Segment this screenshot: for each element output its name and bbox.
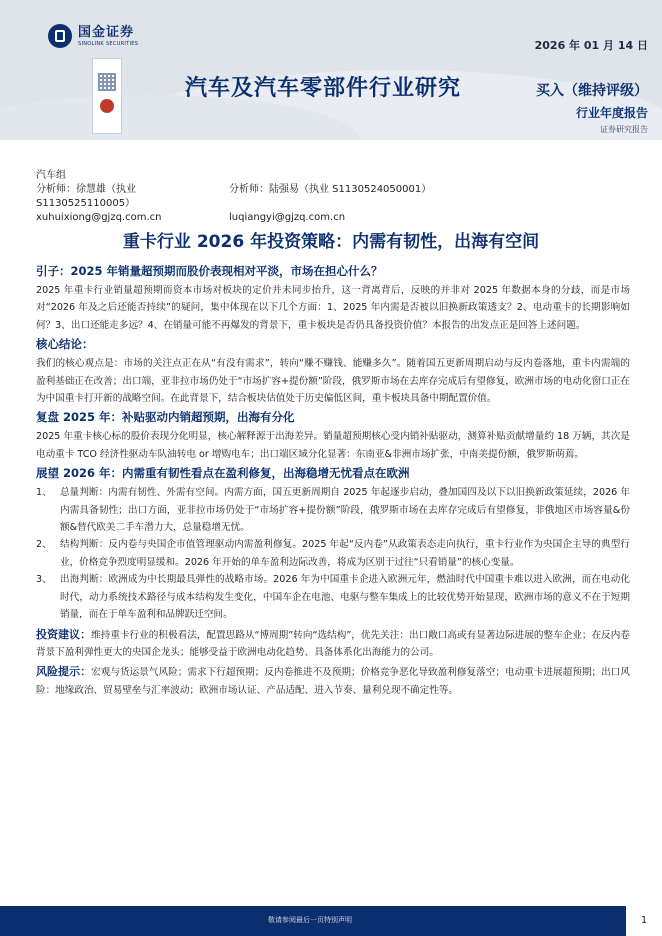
logo-mark-icon <box>48 24 72 48</box>
report-subtype: 证券研究报告 <box>600 125 648 134</box>
report-date: 2026 年 01 月 14 日 <box>534 39 648 52</box>
analyst-1-name: 分析师：徐慧雄（执业 S1130525110005） <box>36 184 136 209</box>
analyst-group: 汽车组 <box>36 170 66 181</box>
risk-warning-text: 宏观与货运景气风险；需求下行超预期；反内卷推进不及预期；价格竞争恶化导致盈利修复落空；电动重卡进展超预期；出口风险：地缘政治、贸易壁垒与汇率波动；欧洲市场认证、产品适配、进入节奏、量利兑现不确定性等。 <box>36 667 631 696</box>
report-type: 行业年度报告 <box>575 106 648 120</box>
rating-badge: 买入（维持评级） <box>536 83 648 99</box>
analyst-1-email[interactable]: xuhuixiong@gjzq.com.cn <box>36 212 162 223</box>
report-header <box>0 0 662 140</box>
section-heading-intro: 引子：2025 年销量超预期而股价表现相对平淡，市场在担心什么？ <box>36 264 383 278</box>
section-heading-review: 复盘 2025 年：补贴驱动内销超预期，出海有分化 <box>36 410 295 425</box>
risk-warning-label: 风险提示： <box>36 665 92 679</box>
list-item-text: 结构判断：反内卷与央国企市值管理驱动内需盈利修复。2025 年起“反内卷”从政策表态走向执行，重卡行业作为央国企主导的典型行业，价格竞争烈度明显缓和。2026 年开始的单车盈利边际改善，将成为区别于过往“只看销量”的核心变量。 <box>60 539 630 568</box>
investment-advice <box>36 626 630 662</box>
report-body <box>36 263 630 701</box>
list-item <box>36 484 630 536</box>
analyst-2-name: 分析师：陆强易（执业 S1130524050001） <box>229 184 432 195</box>
qr-code-icon <box>92 58 122 134</box>
analyst-info <box>36 169 431 225</box>
list-item-text: 出海判断：欧洲成为中长期最具弹性的战略市场。2026 年为中国重卡企进入欧洲元年，燃油时代中国重卡难以进入欧洲，而在电动化时代，动力系统技术路径与成本结构发生变化，中国车企在电池、电驱与整车集成上的比较优势开始显现，欧洲市场的意义不在于短期销量，而在于单车盈利和品牌跃迁空间。 <box>60 574 630 621</box>
investment-advice-label: 投资建议： <box>36 627 92 641</box>
document-title: 重卡行业 2026 年投资策略：内需有韧性，出海有空间 <box>122 232 540 252</box>
section-heading-outlook: 展望 2026 年：内需重有韧性看点在盈利修复，出海稳增无忧看点在欧洲 <box>36 466 410 481</box>
list-item-number: 1、 <box>36 487 52 499</box>
section-heading-core: 核心结论： <box>36 337 94 352</box>
analyst-2-email[interactable]: luqiangyi@gjzq.com.cn <box>229 212 346 223</box>
risk-warning <box>36 663 630 699</box>
company-logo <box>48 24 138 48</box>
section-text-review: 2025 年重卡核心标的股价表现分化明显，核心解释源于出海差异。销量超预期核心受内销补贴驱动，测算补贴贡献增量约 18 万辆，其次是电动重卡 TCO 经济性驱动车队油转电 or 增购电车；出口端区域分化显著：东南亚&非洲市场扩张，中南美提份额，俄罗斯萌蔫。 <box>36 431 630 460</box>
page-number: 1 <box>626 906 662 936</box>
list-item <box>36 536 630 571</box>
logo-name-cn: 国金证券 <box>78 24 135 40</box>
list-item <box>36 571 630 623</box>
page-footer <box>0 906 662 936</box>
list-item-number: 2、 <box>36 539 52 551</box>
footer-disclaimer[interactable]: 敬请参阅最后一页特别声明 <box>268 916 352 924</box>
logo-name-en: SINOLINK SECURITIES <box>78 40 139 47</box>
industry-title: 汽车及汽车零部件行业研究 <box>185 76 462 101</box>
section-text-core: 我们的核心观点是：市场的关注点正在从“有没有需求”，转向“赚不赚钱、能赚多久”。随着国五更新周期启动与反内卷落地，重卡内需端的盈利基础正在改善；出口端，亚非拉市场仍处于“市场扩容+提份额”阶段，俄罗斯市场在去库存完成后有望修复，欧洲市场的电动化窗口正在为中国重卡打开新的战略空间。在此背景下，结合板块估值处于历史偏低区间，重卡板块具备中期配置价值。 <box>36 358 630 405</box>
section-text-intro: 2025 年重卡行业销量超预期而资本市场对板块的定价并未同步抬升，这一背离背后，反映的并非对 2025 年数据本身的分歧，而是市场对“2026 年及之后还能否持续”的疑问，集中体现在以下几个方面：1、2025 年内需是否被以旧换新政策透支？2、电动重卡的长期影响如何？3、出口还能走多远？4、在销量可能不再爆发的背景下，重卡板块是否仍具备投资价值？本报告的出发点正是回答上述问题。 <box>36 285 630 331</box>
investment-advice-text: 维持重卡行业的积极看法，配置思路从“博周期”转向“选结构”，优先关注：出口敞口高或有显著边际进展的整车企业；在反内卷背景下盈利弹性更大的央国企龙头；能够受益于欧洲电动化趋势、具备体系化出海能力的公司。 <box>36 629 630 658</box>
list-item-number: 3、 <box>36 574 52 586</box>
list-item-text: 总量判断：内需有韧性、外需有空间。内需方面，国五更新周期自 2025 年起逐步启动，叠加国四及以下以旧换新政策延续，2026 年内需具备韧性；出口方面，亚非拉市场仍处于“市场扩容+提份额”阶段，俄罗斯市场在去库存完成后有望修复，非俄地区市场容量&份额&替代欧美二手车潜力大，总量稳增无忧。 <box>60 487 630 534</box>
